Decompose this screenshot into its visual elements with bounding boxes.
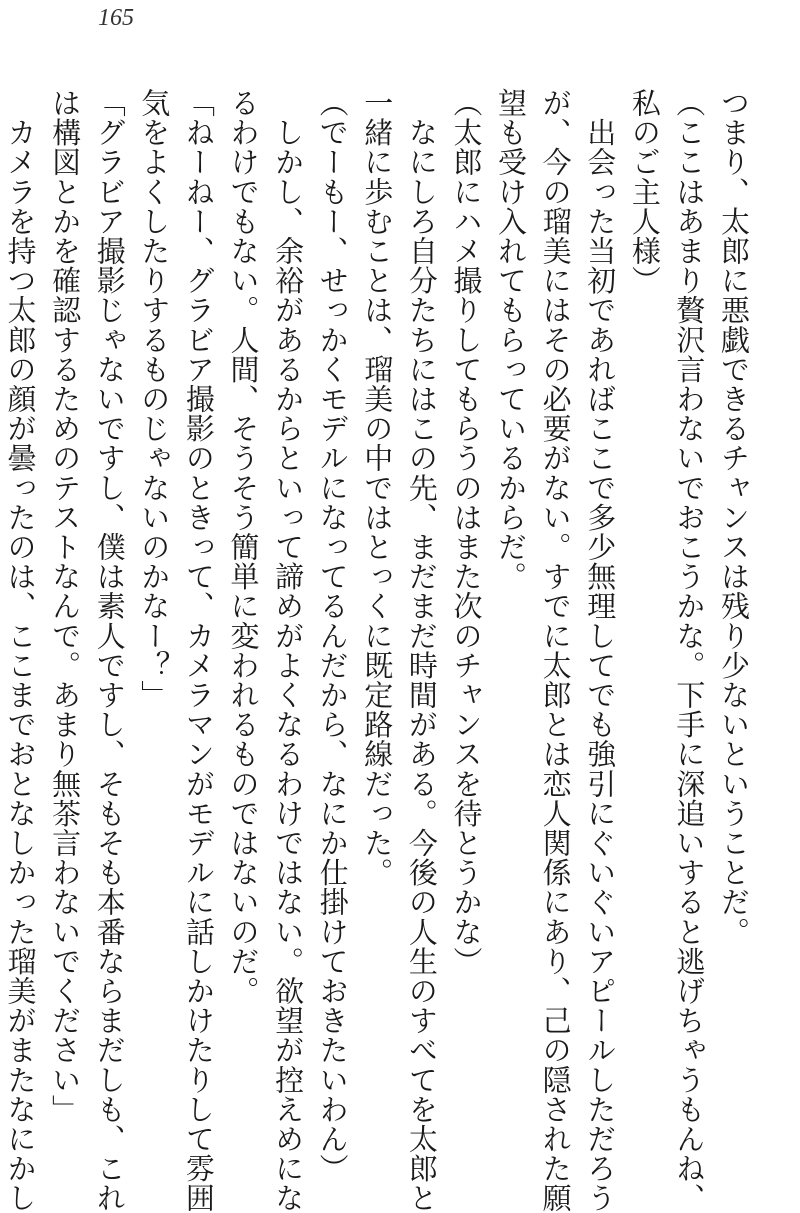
text-line: カメラを持つ太郎の顔が曇ったのは、ここまでおとなしかった瑠美がまたなにかし — [3, 88, 38, 1213]
text-line: 気をよくしたりするものじゃないのかなー？」 — [137, 88, 172, 710]
text-line: しかし、余裕があるからといって諦めがよくなるわけではない。欲望が控えめにな — [271, 88, 306, 1213]
text-line: 「グラビア撮影じゃないですし、僕は素人ですし、そもそも本番ならまだしも、これ — [92, 88, 127, 1213]
text-line: が、今の瑠美にはその必要がない。すでに太郎とは恋人関係にあり、己の隠された願 — [538, 88, 573, 1213]
text-line: 望も受け入れてもらっているからだ。 — [494, 88, 529, 592]
text-line: 「ねーねー、グラビア撮影のときって、カメラマンがモデルに話しかけたりして雰囲 — [181, 88, 216, 1213]
text-line: （ここはあまり贅沢言わないでおこうかな。下手に深追いすると逃げちゃうもんね、 — [672, 88, 707, 1213]
text-line: （太郎にハメ撮りしてもらうのはまた次のチャンスを待とうかな） — [449, 88, 484, 976]
text-line: （でーもー、せっかくモデルになってるんだから、なにか仕掛けておきたいわん） — [315, 88, 350, 1184]
text-line: つまり、太郎に悪戯できるチャンスは残り少ないということだ。 — [717, 88, 751, 947]
text-line: 私のご主人様） — [627, 88, 662, 296]
text-line: 一緒に歩むことは、瑠美の中ではとっくに既定路線だった。 — [360, 88, 395, 888]
page-number: 165 — [98, 5, 134, 31]
text-line: るわけでもない。人間、そうそう簡単に変われるものではないのだ。 — [226, 88, 261, 1006]
text-line: 出会った当初であればここで多少無理してでも強引にぐいぐいアピールしただろう — [583, 88, 618, 1213]
text-line: なにしろ自分たちにはこの先、まだまだ時間がある。今後の人生のすべてを太郎と — [404, 88, 439, 1213]
text-line: は構図とかを確認するためのテストなんで。あまり無茶言わないでください」 — [48, 88, 83, 1124]
body-text — [3, 88, 756, 1213]
